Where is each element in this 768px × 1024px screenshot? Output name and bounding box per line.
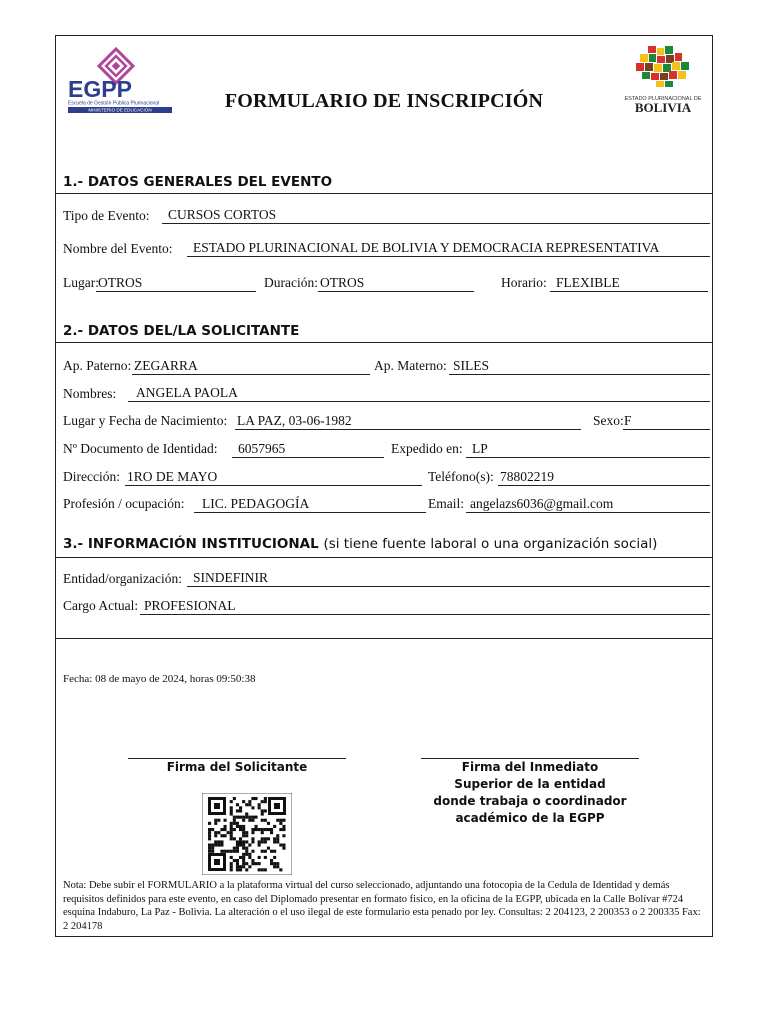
qr-code-icon — [202, 793, 292, 875]
nombre-evento-label: Nombre del Evento: — [63, 241, 173, 256]
superior-line-4: académico de la EGPP — [455, 811, 605, 825]
ap-paterno-label: Ap. Paterno: — [63, 358, 132, 373]
ap-materno-value: SILES — [449, 357, 710, 375]
lugar-label: Lugar: — [63, 275, 99, 290]
profesion-value: LIC. PEDAGOGÍA — [194, 495, 426, 513]
sexo-value: F — [623, 412, 710, 430]
telefono-label: Teléfono(s): — [428, 469, 494, 484]
section3-heading — [63, 536, 657, 552]
svg-text:MINISTERIO DE EDUCACIÓN: MINISTERIO DE EDUCACIÓN — [88, 107, 152, 113]
superior-line-2: Superior de la entidad — [454, 777, 606, 791]
profesion-label: Profesión / ocupación: — [63, 496, 185, 511]
bolivia-logo-name: BOLIVIA — [634, 100, 692, 115]
email-label: Email: — [428, 496, 464, 511]
bolivia-logo — [624, 44, 702, 116]
signature-label-solicitante: Firma del Solicitante — [166, 760, 308, 774]
egpp-logo-text: EGPP — [68, 76, 132, 102]
footer-note: Nota: Debe subir el FORMULARIO a la plataforma virtual del curso seleccionado, adjuntando una fotocopia de la Cedula de Identidad y demás requisitos definidos para este evento, en caso del Diplomado presentar en formato fisico, en la oficina de la EGPP, ubicada en la Calle Bolívar #724 esquina Indaburo, La Paz - Bolivia. La alteración o el uso ilegal de este formulario esta penado por ley. Consultas: 2 204123, 2 200353 o 2 200335 Fax: 2 204178 — [63, 880, 701, 932]
ap-paterno-value: ZEGARRA — [132, 357, 370, 375]
nacimiento-label: Lugar y Fecha de Nacimiento: — [63, 413, 228, 428]
form-frame — [55, 35, 713, 937]
tipo-evento-value: CURSOS CORTOS — [162, 206, 710, 224]
nombre-evento-value: ESTADO PLURINACIONAL DE BOLIVIA Y DEMOCRACIA REPRESENTATIVA — [187, 239, 710, 257]
lugar-value: OTROS — [96, 274, 256, 292]
svg-text:Escuela de Gestión Pública Plu: Escuela de Gestión Pública Plurinacional — [68, 100, 160, 107]
form-title: FORMULARIO DE INSCRIPCIÓN — [224, 90, 544, 112]
entidad-label: Entidad/organización: — [63, 571, 182, 586]
email-value: angelazs6036@gmail.com — [466, 495, 710, 513]
expedido-label: Expedido en: — [391, 441, 463, 456]
section2-heading: 2.- DATOS DEL/LA SOLICITANTE — [63, 323, 300, 339]
sexo-label: Sexo: — [593, 413, 624, 428]
divider — [56, 638, 712, 639]
signature-label-superior — [421, 759, 639, 827]
direccion-label: Dirección: — [63, 469, 120, 484]
cargo-value: PROFESIONAL — [140, 597, 710, 615]
nombres-value: ANGELA PAOLA — [128, 384, 710, 402]
divider — [56, 342, 712, 343]
horario-label: Horario: — [501, 275, 547, 290]
section3-heading-light: (si tiene fuente laboral o una organización social) — [323, 536, 658, 552]
telefono-value: 78802219 — [498, 468, 710, 486]
fecha-text: Fecha: 08 de mayo de 2024, horas 09:50:38 — [63, 673, 256, 685]
horario-value: FLEXIBLE — [550, 274, 708, 292]
divider — [56, 193, 712, 194]
divider — [56, 557, 712, 558]
entidad-value: SINDEFINIR — [187, 569, 710, 587]
ap-materno-label: Ap. Materno: — [374, 358, 447, 373]
documento-value: 6057965 — [232, 440, 384, 458]
direccion-value: 1RO DE MAYO — [125, 468, 422, 486]
duracion-value: OTROS — [318, 274, 474, 292]
documento-label: Nº Documento de Identidad: — [63, 441, 218, 456]
tipo-evento-label: Tipo de Evento: — [63, 208, 150, 223]
duracion-label: Duración: — [264, 275, 318, 290]
superior-line-3: donde trabaja o coordinador — [433, 794, 627, 808]
cargo-label: Cargo Actual: — [63, 598, 139, 613]
expedido-value: LP — [466, 440, 710, 458]
nacimiento-value: LA PAZ, 03-06-1982 — [235, 412, 581, 430]
bolivia-logo-top: ESTADO PLURINACIONAL DE — [624, 96, 702, 102]
nombres-label: Nombres: — [63, 386, 117, 401]
superior-line-1: Firma del Inmediato — [461, 760, 599, 774]
section3-heading-bold: 3.- INFORMACIÓN INSTITUCIONAL — [63, 536, 319, 552]
section1-heading: 1.- DATOS GENERALES DEL EVENTO — [63, 174, 333, 190]
